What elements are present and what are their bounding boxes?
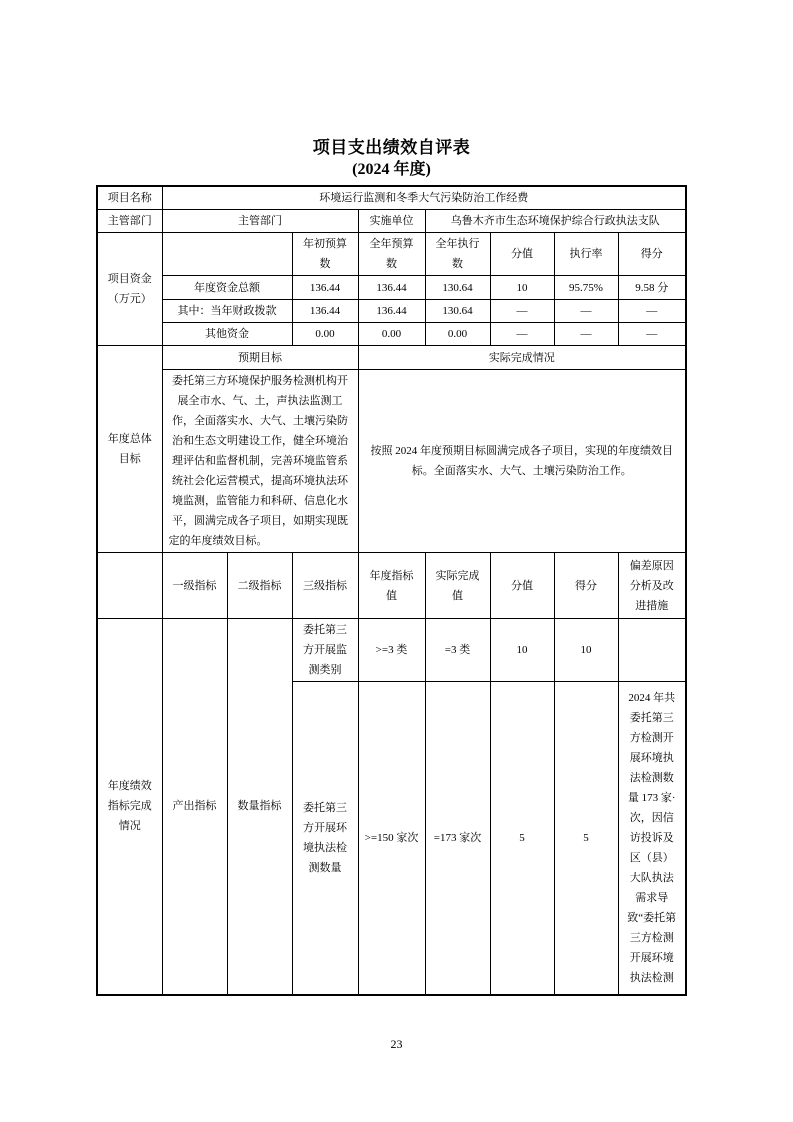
funding-header-score-value: 分值 [490,233,554,276]
funding-total-score: 9.58 分 [618,276,686,300]
target-value-monitor-type: >=3 类 [358,619,425,682]
project-name-label: 项目名称 [97,186,162,210]
score-monitor-type: 10 [554,619,618,682]
score-value-inspection-count: 5 [490,682,554,995]
funding-other-execution-rate: — [554,323,618,346]
indicator-header-score: 得分 [554,553,618,619]
funding-row-total-label: 年度资金总额 [162,276,292,300]
funding-fiscal-executed: 130.64 [425,300,490,323]
doc-subtitle: (2024 年度) [352,161,431,178]
deviation-inspection-count: 2024 年共委托第三方检测开展环境执法检测数量 173 家·次，因信访投诉及区（县）大队执法需求导致“委托第三方检测开展环境执法检测 [618,682,686,995]
funding-other-annual: 0.00 [358,323,425,346]
score-value-monitor-type: 10 [490,619,554,682]
indicator-header-level1: 一级指标 [162,553,227,619]
score-inspection-count: 5 [554,682,618,995]
funding-total-annual: 136.44 [358,276,425,300]
funding-total-execution-rate: 95.75% [554,276,618,300]
funding-fiscal-initial: 136.44 [292,300,358,323]
level1-indicator: 产出指标 [162,619,227,995]
funding-other-initial: 0.00 [292,323,358,346]
funding-fiscal-annual: 136.44 [358,300,425,323]
actual-value-inspection-count: =173 家次 [425,682,490,995]
dept-label: 主管部门 [97,210,162,233]
indicator-header-deviation: 偏差原因分析及改进措施 [618,553,686,619]
self-evaluation-table [96,185,687,996]
impl-unit-label: 实施单位 [358,210,425,233]
page-number: 23 [390,1037,403,1051]
funding-header-score: 得分 [618,233,686,276]
expected-goal-text: 委托第三方环境保护服务检测机构开展全市水、气、土，声执法监测工作，全面落实水、大气、土壤污染防治和生态文明建设工作，健全环境治理评估和监督机制，完善环境监管系统社会化运营模式，提高环境执法环境监测，监管能力和科研、信息化水平，圆满完成各子项目，如期实现既定的年度绩效目标。 [162,370,358,553]
title-block [97,136,686,181]
funding-header-annual-executed: 全年执行数 [425,233,490,276]
level3-indicator-monitor-type: 委托第三方开展监测类别 [292,619,358,682]
funding-blank-cell [162,233,292,276]
actual-completion-text: 按照 2024 年度预期目标圆满完成各子项目，实现的年度绩效目标。全面落实水、大气、土壤污染防治工作。 [358,370,686,553]
funding-total-executed: 130.64 [425,276,490,300]
target-value-inspection-count: >=150 家次 [358,682,425,995]
level3-indicator-inspection-count: 委托第三方开展环境执法检测数量 [292,682,358,995]
level2-indicator: 数量指标 [227,619,292,995]
indicator-blank-cell [97,553,162,619]
funding-row-fiscal-label: 其中：当年财政拨款 [162,300,292,323]
indicator-group-label: 年度绩效指标完成情况 [97,619,162,995]
funding-other-score: — [618,323,686,346]
dept-value: 主管部门 [162,210,358,233]
indicator-header-actual: 实际完成值 [425,553,490,619]
annual-goal-label: 年度总体目标 [97,346,162,553]
actual-completion-header: 实际完成情况 [358,346,686,370]
impl-unit-value: 乌鲁木齐市生态环境保护综合行政执法支队 [425,210,686,233]
indicator-header-target: 年度指标值 [358,553,425,619]
funding-fiscal-score: — [618,300,686,323]
funding-total-initial: 136.44 [292,276,358,300]
funding-row-other-label: 其他资金 [162,323,292,346]
funding-total-score-value: 10 [490,276,554,300]
funding-other-score-value: — [490,323,554,346]
funding-row-label: 项目资金（万元） [97,233,162,346]
funding-fiscal-score-value: — [490,300,554,323]
actual-value-monitor-type: =3 类 [425,619,490,682]
funding-header-annual-budget: 全年预算数 [358,233,425,276]
funding-header-initial-budget: 年初预算数 [292,233,358,276]
expected-goal-header: 预期目标 [162,346,358,370]
indicator-header-level3: 三级指标 [292,553,358,619]
funding-header-execution-rate: 执行率 [554,233,618,276]
funding-other-executed: 0.00 [425,323,490,346]
indicator-header-score-value: 分值 [490,553,554,619]
project-name-value: 环境运行监测和冬季大气污染防治工作经费 [162,186,686,210]
indicator-header-level2: 二级指标 [227,553,292,619]
doc-title: 项目支出绩效自评表 [312,138,471,157]
deviation-monitor-type [618,619,686,682]
funding-fiscal-execution-rate: — [554,300,618,323]
